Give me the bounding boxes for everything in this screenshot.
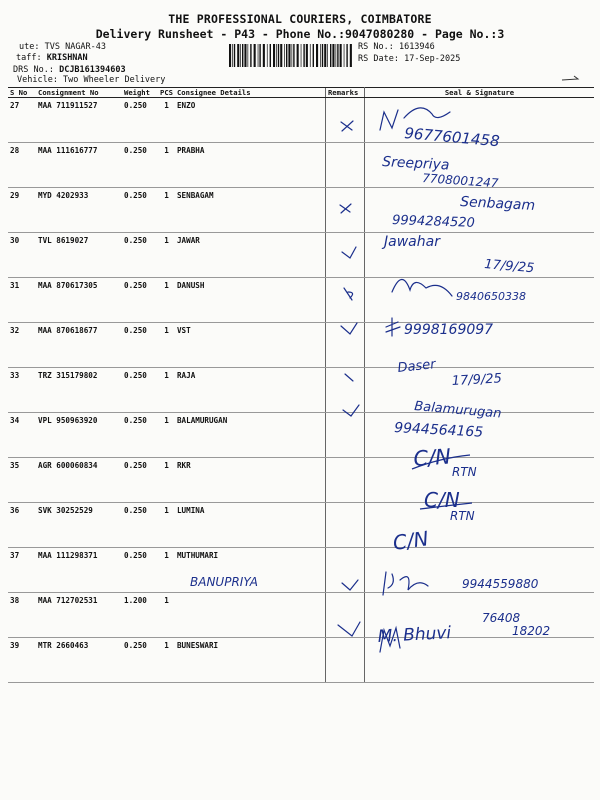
- hw-r27-phone: 9677601458: [403, 124, 501, 151]
- row-seal-signature: [364, 458, 594, 503]
- barcode-bar: [288, 44, 290, 67]
- row-consignee: MUTHUMARI: [175, 548, 326, 593]
- row-seal-signature: [364, 368, 594, 413]
- row-pcs: 1: [158, 233, 175, 278]
- row-weight: 0.250: [122, 233, 158, 278]
- barcode-bar: [330, 44, 331, 67]
- barcode-bar: [346, 44, 347, 67]
- barcode-bar: [242, 44, 243, 67]
- barcode-bar: [297, 44, 299, 67]
- hw-r38-phone: 9944559880: [462, 577, 539, 591]
- row-pcs: 1: [158, 548, 175, 593]
- header-consignee: Consignee Details: [175, 88, 326, 98]
- row-remarks: [325, 233, 364, 278]
- barcode-bar: [284, 44, 285, 67]
- barcode-bar: [340, 44, 342, 67]
- row-seal-signature: [364, 593, 594, 638]
- row-remarks: [325, 548, 364, 593]
- staff-label: taff:: [16, 53, 42, 63]
- row-pcs: 1: [158, 413, 175, 458]
- barcode-bar: [336, 44, 337, 67]
- row-weight: 0.250: [122, 503, 158, 548]
- hw-r35-cn: C/N: [412, 444, 452, 471]
- row-pcs: 1: [158, 368, 175, 413]
- row-consignment-no: MAA 111298371: [36, 548, 122, 593]
- row-remarks: [325, 413, 364, 458]
- row-consignment-no: MYD 4202933: [36, 188, 122, 233]
- row-seal-signature: [364, 323, 594, 368]
- barcode-bar: [250, 44, 251, 67]
- hw-r31-phone: 9840650338: [456, 290, 526, 303]
- row-consignment-no: AGR 600060834: [36, 458, 122, 503]
- row-weight: 1.200: [122, 593, 158, 638]
- row-consignee: RAJA: [175, 368, 326, 413]
- barcode-bar: [278, 44, 279, 67]
- staff-value: KRISHNAN: [46, 53, 88, 63]
- table-row: [8, 458, 594, 503]
- row-pcs: 1: [158, 323, 175, 368]
- barcode-bar: [292, 44, 293, 67]
- table-row: [8, 638, 594, 683]
- row-sno: 34: [8, 413, 36, 458]
- row-seal-signature: [364, 638, 594, 683]
- row-remarks: [325, 98, 364, 143]
- rs-date-value: 17-Sep-2025: [404, 54, 461, 64]
- row-seal-signature: [364, 233, 594, 278]
- row-pcs: 1: [158, 98, 175, 143]
- row-seal-signature: [364, 548, 594, 593]
- row-consignment-no: MAA 870617305: [36, 278, 122, 323]
- vehicle-info: Vehicle: Two Wheeler Delivery: [17, 75, 166, 85]
- barcode-bar: [316, 44, 318, 67]
- hw-r29-phone: 9994284520: [391, 213, 476, 231]
- table-row: [8, 143, 594, 188]
- rs-no-label: RS No.:: [358, 42, 394, 52]
- header-remarks: Remarks: [325, 88, 364, 98]
- row-sno: 31: [8, 278, 36, 323]
- row-consignment-no: MAA 711911527: [36, 98, 122, 143]
- row-remarks: [325, 323, 364, 368]
- row-sno: 27: [8, 98, 36, 143]
- hw-r37-cn: C/N: [391, 526, 431, 555]
- barcode-bar: [244, 44, 246, 67]
- barcode: [229, 44, 353, 67]
- pen-tick-mark: [560, 74, 582, 86]
- row-consignee: DANUSH: [175, 278, 326, 323]
- hw-r29-name: Senbagam: [459, 194, 536, 214]
- row-weight: 0.250: [122, 278, 158, 323]
- row-remarks: [325, 188, 364, 233]
- header-pcs: PCS: [160, 88, 173, 97]
- row-seal-signature: [364, 503, 594, 548]
- drs-value: DCJB161394603: [59, 65, 126, 75]
- row-consignment-no: MTR 2660463: [36, 638, 122, 683]
- table-header-row: [8, 88, 594, 98]
- row-seal-signature: [364, 143, 594, 191]
- hw-r30-name: Jawahar: [384, 234, 440, 250]
- barcode-bar: [259, 44, 260, 67]
- row-sno: 39: [8, 638, 36, 683]
- rs-no-value: 1613946: [398, 42, 435, 52]
- row-pcs: 1: [158, 458, 175, 503]
- hw-r30-date: 17/9/25: [483, 257, 535, 277]
- row-sno: 36: [8, 503, 36, 548]
- table-row: [8, 548, 594, 593]
- row-weight: 0.250: [122, 323, 158, 368]
- barcode-bar: [313, 44, 314, 67]
- row-sno: 29: [8, 188, 36, 233]
- row-weight: 0.250: [122, 413, 158, 458]
- table-row: [8, 98, 594, 143]
- barcode-bar: [280, 44, 282, 67]
- row-remarks: [325, 458, 364, 503]
- row-seal-signature: [364, 188, 594, 233]
- hw-r34-name: Balamurugan: [413, 399, 503, 422]
- row-remarks: [325, 368, 364, 413]
- row-weight: 0.250: [122, 188, 158, 233]
- hw-r32-phone: 9998169097: [404, 322, 494, 338]
- hw-r34-phone: 9944564165: [393, 420, 484, 441]
- hw-r33-date: 17/9/25: [451, 371, 503, 389]
- hw-r35-rtn: RTN: [452, 465, 477, 479]
- hw-r36-cn: C/N: [424, 488, 460, 512]
- barcode-bar: [263, 44, 265, 67]
- barcode-bar: [332, 44, 334, 67]
- hw-r38-name: BANUPRIYA: [190, 575, 258, 589]
- barcode-bar: [267, 44, 268, 67]
- header-consignment: Consignment No: [36, 88, 122, 98]
- row-seal-signature: [364, 278, 594, 323]
- barcode-bar: [232, 44, 233, 67]
- row-remarks: [325, 593, 364, 638]
- barcode-bar: [303, 44, 304, 67]
- row-consignee: BUNESWARI: [175, 638, 326, 683]
- route-value: TVS NAGAR-43: [44, 42, 107, 52]
- barcode-bar: [229, 44, 231, 67]
- row-consignee: RKR: [175, 458, 326, 503]
- row-consignee: [175, 593, 326, 638]
- row-consignee: ENZO: [175, 98, 326, 143]
- barcode-bar: [327, 44, 328, 67]
- row-sno: 28: [8, 143, 36, 188]
- row-consignment-no: MAA 111616777: [36, 143, 122, 188]
- row-seal-signature: [364, 98, 594, 143]
- hw-r39-sign: M. Bhuvi: [377, 623, 452, 647]
- row-consignment-no: TRZ 315179802: [36, 368, 122, 413]
- barcode-bar: [322, 44, 323, 67]
- company-title: THE PROFESSIONAL COURIERS, COIMBATORE: [168, 12, 432, 26]
- barcode-bar: [273, 44, 275, 67]
- row-consignee: LUMINA: [175, 503, 326, 548]
- table-row: [8, 413, 594, 458]
- header-seal: Seal & Signature: [364, 88, 594, 98]
- row-weight: 0.250: [122, 143, 158, 188]
- route-label: ute:: [19, 42, 40, 52]
- row-consignee: BALAMURUGAN: [175, 413, 326, 458]
- row-pcs: 1: [158, 503, 175, 548]
- row-consignment-no: MAA 870618677: [36, 323, 122, 368]
- row-sno: 38: [8, 593, 36, 638]
- barcode-bar: [248, 44, 249, 67]
- row-sno: 33: [8, 368, 36, 413]
- drs-label: DRS No.:: [13, 65, 54, 75]
- rs-info: [358, 41, 460, 65]
- row-weight: 0.250: [122, 548, 158, 593]
- row-sno: 35: [8, 458, 36, 503]
- barcode-bar: [320, 44, 321, 67]
- row-consignee: SENBAGAM: [175, 188, 326, 233]
- row-pcs: 1: [158, 143, 175, 188]
- barcode-bar: [258, 44, 259, 67]
- barcode-bar: [337, 44, 338, 67]
- barcode-bar: [344, 44, 345, 67]
- barcode-bar: [306, 44, 308, 67]
- row-pcs: 1: [158, 278, 175, 323]
- barcode-bar: [270, 44, 271, 67]
- hw-r28-name: Sreepriya: [381, 154, 450, 174]
- barcode-bar: [237, 44, 239, 67]
- table-row: [8, 233, 594, 278]
- barcode-bar: [286, 44, 287, 67]
- rs-date-label: RS Date:: [358, 54, 399, 64]
- table-row: [8, 323, 594, 368]
- barcode-bar: [293, 44, 294, 67]
- barcode-bar: [301, 44, 302, 67]
- row-weight: 0.250: [122, 98, 158, 143]
- table-row: [8, 188, 594, 233]
- row-consignment-no: MAA 712702531: [36, 593, 122, 638]
- barcode-bar: [324, 44, 326, 67]
- row-pcs: 1: [158, 593, 175, 638]
- barcode-bar: [310, 44, 311, 67]
- table-row: [8, 278, 594, 323]
- hw-r33-name: Daser: [396, 357, 437, 376]
- row-pcs: 1: [158, 638, 175, 683]
- header-weight: Weight: [122, 88, 158, 98]
- header-sno: S No: [8, 88, 36, 98]
- hw-r39-num1: 76408: [482, 611, 521, 625]
- row-weight: 0.250: [122, 638, 158, 683]
- table-row: [8, 503, 594, 548]
- barcode-bar: [276, 44, 277, 67]
- row-remarks: [325, 143, 364, 188]
- row-pcs: 1: [158, 188, 175, 233]
- barcode-bar: [234, 44, 235, 67]
- table-row: [8, 368, 594, 413]
- runsheet-table: [8, 87, 594, 683]
- row-seal-signature: [364, 413, 594, 458]
- staff-info: [16, 52, 88, 64]
- barcode-bar: [350, 44, 352, 67]
- row-remarks: [325, 638, 364, 683]
- row-sno: 32: [8, 323, 36, 368]
- row-consignee: VST: [175, 323, 326, 368]
- runsheet-subtitle: Delivery Runsheet - P43 - Phone No.:9047080280 - Page No.:3: [95, 27, 505, 41]
- row-sno: 30: [8, 233, 36, 278]
- row-consignment-no: VPL 950963920: [36, 413, 122, 458]
- row-consignee: JAWAR: [175, 233, 326, 278]
- table-row: [8, 593, 594, 638]
- hw-r39-num2: 18202: [512, 624, 551, 638]
- row-remarks: [325, 278, 364, 323]
- row-weight: 0.250: [122, 368, 158, 413]
- row-sno: 37: [8, 548, 36, 593]
- row-consignee: PRABHA: [175, 143, 326, 188]
- row-weight: 0.250: [122, 458, 158, 503]
- row-remarks: [325, 503, 364, 548]
- hw-r28-phone: 7708001247: [421, 171, 499, 191]
- barcode-bar: [240, 44, 241, 67]
- barcode-bar: [254, 44, 256, 67]
- hw-r36-rtn: RTN: [450, 509, 475, 523]
- row-consignment-no: SVK 30252529: [36, 503, 122, 548]
- row-consignment-no: TVL 8619027: [36, 233, 122, 278]
